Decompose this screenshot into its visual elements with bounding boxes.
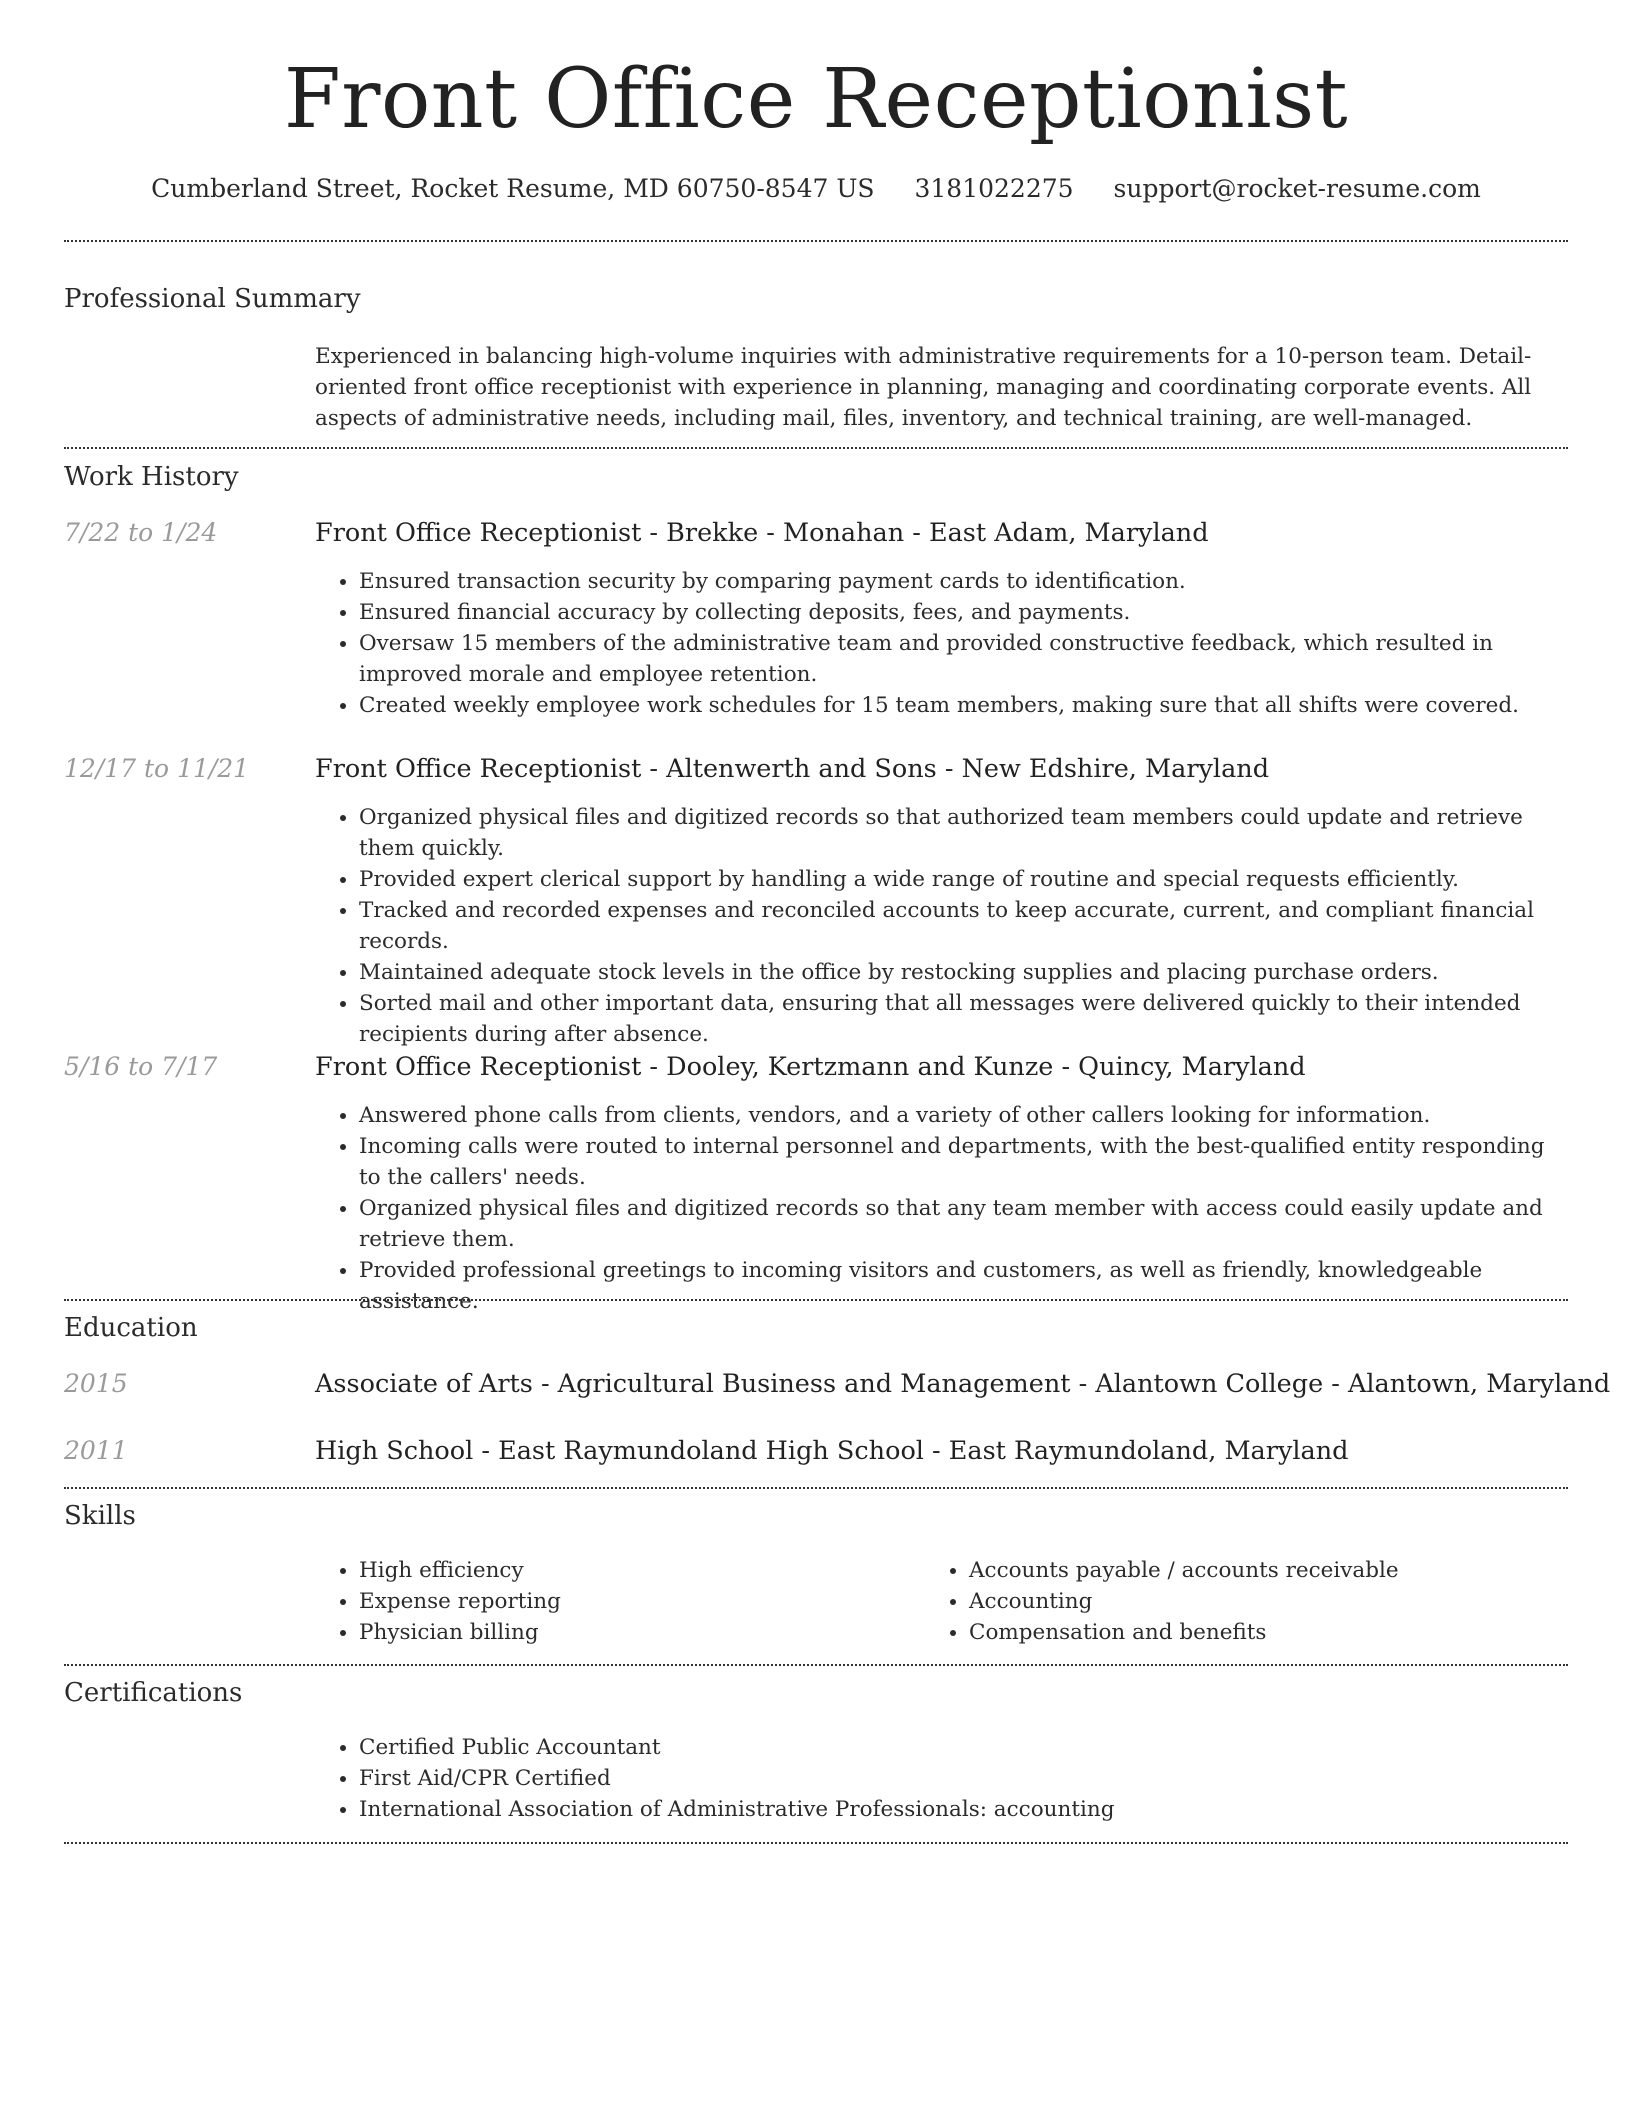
list-item: • First Aid/CPR Certified	[359, 1763, 1565, 1794]
contact-email[interactable]: support@rocket-resume.com	[1113, 174, 1481, 203]
list-item: • Sorted mail and other important data, ensuring that all messages were delivered quickly to their intended recipients during after absence.	[359, 988, 1565, 1050]
contact-phone: 3181022275	[914, 174, 1074, 203]
certifications-heading: Certifications	[64, 1678, 243, 1708]
list-item: • Tracked and recorded expenses and reconciled accounts to keep accurate, current, and compliant financial records.	[359, 895, 1565, 957]
job-title: Front Office Receptionist - Dooley, Kertzmann and Kunze - Quincy, Maryland	[315, 1052, 1306, 1082]
list-item: • Compensation and benefits	[969, 1617, 1632, 1648]
list-item: • Created weekly employee work schedules for 15 team members, making sure that all shifts were covered.	[359, 690, 1565, 721]
section-divider	[64, 1487, 1568, 1489]
list-item: • Provided professional greetings to incoming visitors and customers, as well as friendly, knowledgeable assistance.	[359, 1255, 1565, 1317]
education-year: 2011	[64, 1436, 128, 1465]
education-year: 2015	[64, 1369, 128, 1398]
list-item: • Physician billing	[359, 1617, 1565, 1648]
list-item: • Provided expert clerical support by handling a wide range of routine and special requests efficiently.	[359, 864, 1565, 895]
section-divider	[64, 240, 1568, 242]
job-dates: 12/17 to 11/21	[64, 754, 250, 783]
education-heading: Education	[64, 1313, 198, 1343]
education-entry: Associate of Arts - Agricultural Business and Management - Alantown College - Alantown, Maryland	[315, 1369, 1611, 1399]
summary-heading: Professional Summary	[64, 284, 361, 314]
job-title: Front Office Receptionist - Brekke - Monahan - East Adam, Maryland	[315, 518, 1209, 548]
list-item: • Answered phone calls from clients, vendors, and a variety of other callers looking for information.	[359, 1100, 1565, 1131]
list-item: • Incoming calls were routed to internal personnel and departments, with the best-qualified entity responding to the callers' needs.	[359, 1131, 1565, 1193]
job-bullets	[315, 566, 1565, 721]
section-divider	[64, 1299, 1568, 1301]
list-item: • Certified Public Accountant	[359, 1732, 1565, 1763]
list-item: • International Association of Administrative Professionals: accounting	[359, 1794, 1565, 1825]
section-divider	[64, 447, 1568, 449]
list-item: • Ensured transaction security by comparing payment cards to identification.	[359, 566, 1565, 597]
list-item: • Maintained adequate stock levels in the office by restocking supplies and placing purchase orders.	[359, 957, 1565, 988]
skills-heading: Skills	[64, 1501, 136, 1531]
list-item: • Oversaw 15 members of the administrative team and provided constructive feedback, which resulted in improved morale and employee retention.	[359, 628, 1565, 690]
summary-text: Experienced in balancing high-volume inquiries with administrative requirements for a 10-person team. Detail-oriented front office receptionist with experience in planning, managing and coordinating corporate events. All aspects of administrative needs, including mail, files, inventory, and technical training, are well-managed.	[315, 344, 1532, 431]
job-bullets	[315, 802, 1565, 1050]
candidate-name: Front Office Receptionist	[283, 52, 1349, 147]
list-item: • Accounts payable / accounts receivable	[969, 1555, 1632, 1586]
contact-address: Cumberland Street, Rocket Resume, MD 60750-8547 US	[151, 174, 875, 203]
section-divider	[64, 1664, 1568, 1666]
certifications-list	[315, 1732, 1565, 1825]
list-item: • Organized physical files and digitized records so that any team member with access could easily update and retrieve them.	[359, 1193, 1565, 1255]
education-entry: High School - East Raymundoland High School - East Raymundoland, Maryland	[315, 1436, 1349, 1466]
contact-line	[0, 172, 1632, 206]
job-title: Front Office Receptionist - Altenwerth and Sons - New Edshire, Maryland	[315, 754, 1270, 784]
job-bullets	[315, 1100, 1565, 1317]
list-item: • Ensured financial accuracy by collecting deposits, fees, and payments.	[359, 597, 1565, 628]
list-item: • Expense reporting	[359, 1586, 1565, 1617]
job-dates: 7/22 to 1/24	[64, 518, 218, 547]
work-history-heading: Work History	[64, 462, 239, 492]
skills-list-right	[925, 1555, 1632, 1648]
list-item: • Organized physical files and digitized records so that authorized team members could update and retrieve them quickly.	[359, 802, 1565, 864]
section-divider	[64, 1842, 1568, 1844]
list-item: • High efficiency	[359, 1555, 1565, 1586]
job-dates: 5/16 to 7/17	[64, 1052, 218, 1081]
list-item: • Accounting	[969, 1586, 1632, 1617]
